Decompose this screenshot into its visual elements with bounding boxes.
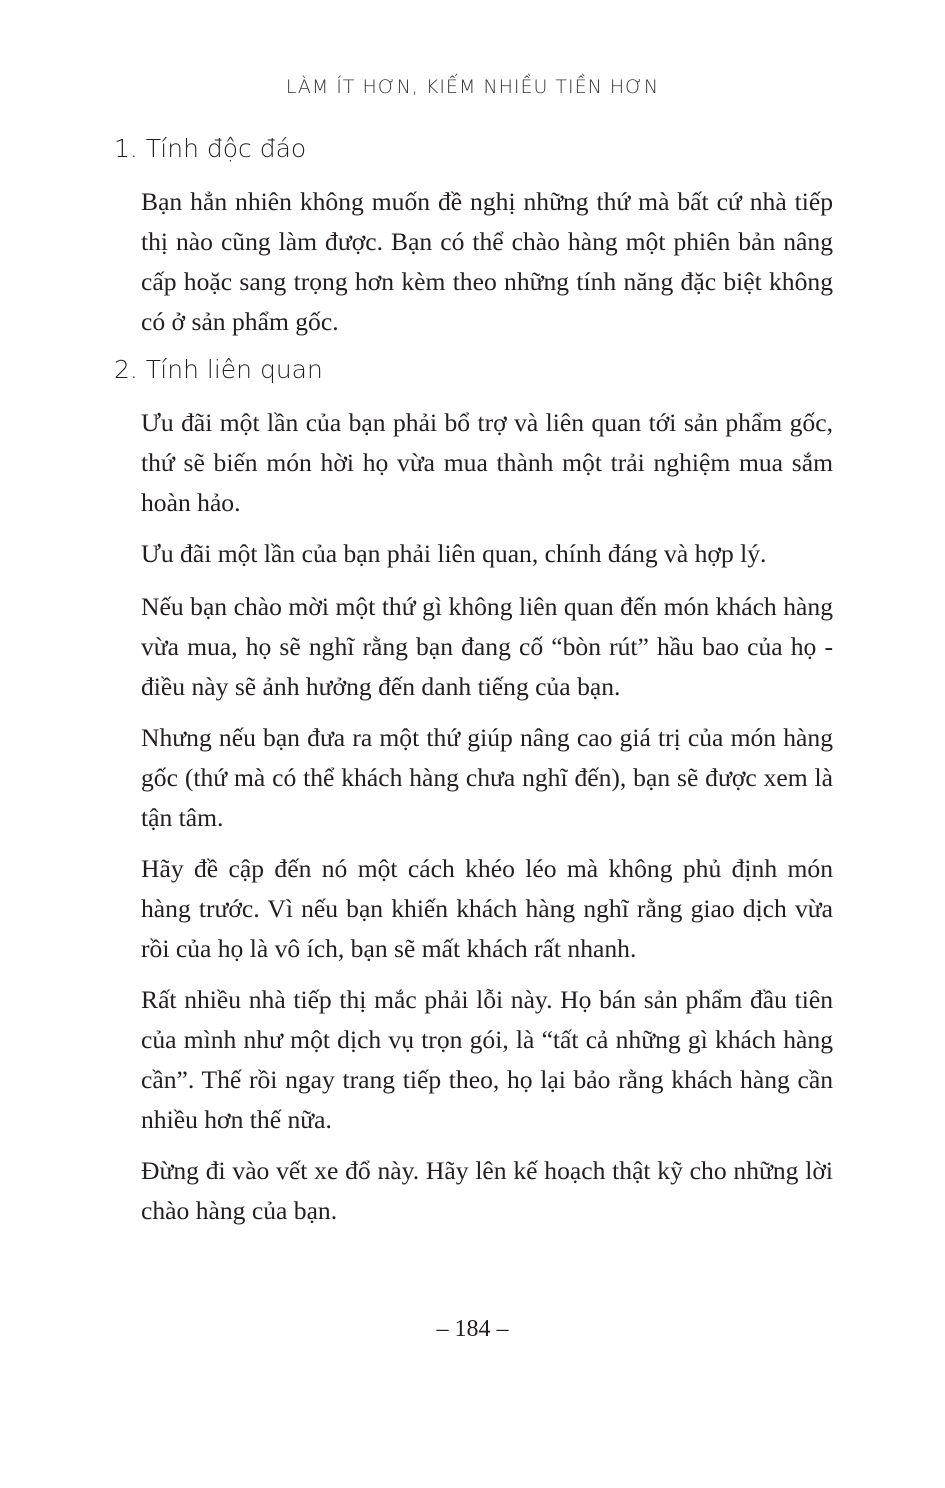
- paragraph: Nếu bạn chào mời một thứ gì không liên quan đến món khách hàng vừa mua, họ sẽ nghĩ rằng bạn đang cố “bòn rút” hầu bao của họ - điều này sẽ ảnh hưởng đến danh tiếng của bạn.: [141, 592, 833, 701]
- section-heading-relevance: 2. Tính liên quan: [114, 355, 323, 384]
- paragraph: Ưu đãi một lần của bạn phải bổ trợ và liên quan tới sản phẩm gốc, thứ sẽ biến món hời họ vừa mua thành một trải nghiệm mua sắm hoàn hảo.: [141, 408, 833, 517]
- page-number: – 184 –: [436, 1316, 509, 1342]
- paragraph: Rất nhiều nhà tiếp thị mắc phải lỗi này. Họ bán sản phẩm đầu tiên của mình như một dịch vụ trọn gói, là “tất cả những gì khách hàng cần”. Thế rồi ngay trang tiếp theo, họ lại bảo rằng khách hàng cần nhiều hơn thế nữa.: [141, 985, 833, 1134]
- paragraph: Nhưng nếu bạn đưa ra một thứ giúp nâng cao giá trị của món hàng gốc (thứ mà có thể khách hàng chưa nghĩ đến), bạn sẽ được xem là tận tâm.: [141, 723, 833, 832]
- running-header: LÀM ÍT HƠN, KIẾM NHIỀU TIỀN HƠN: [285, 76, 660, 98]
- paragraph: Ưu đãi một lần của bạn phải liên quan, chính đáng và hợp lý.: [141, 539, 767, 568]
- section-heading-uniqueness: 1. Tính độc đáo: [114, 134, 307, 163]
- paragraph: Đừng đi vào vết xe đổ này. Hãy lên kế hoạch thật kỹ cho những lời chào hàng của bạn.: [141, 1156, 833, 1225]
- paragraph: Bạn hẳn nhiên không muốn đề nghị những thứ mà bất cứ nhà tiếp thị nào cũng làm được. Bạn có thể chào hàng một phiên bản nâng cấp hoặc sang trọng hơn kèm theo những tính năng đặc biệt không có ở sản phẩm gốc.: [141, 187, 833, 336]
- paragraph: Hãy đề cập đến nó một cách khéo léo mà không phủ định món hàng trước. Vì nếu bạn khiến khách hàng nghĩ rằng giao dịch vừa rồi của họ là vô ích, bạn sẽ mất khách rất nhanh.: [141, 854, 833, 963]
